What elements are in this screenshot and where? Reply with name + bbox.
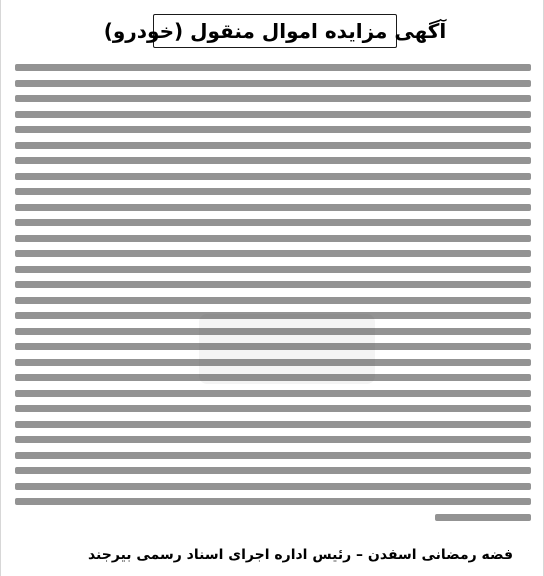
notice-body xyxy=(15,60,531,534)
body-text-line xyxy=(15,328,531,335)
body-text-line xyxy=(15,436,531,443)
title-box xyxy=(103,14,447,48)
body-text-line xyxy=(15,390,531,397)
body-text-line xyxy=(15,421,531,428)
notice-signature: فضه رمضانی اسفدن – رئیس اداره اجرای اسناد رسمی بیرجند xyxy=(87,547,513,563)
body-text-line xyxy=(15,452,531,459)
body-text-line xyxy=(15,359,531,366)
body-text-line xyxy=(15,142,531,149)
body-text-line xyxy=(15,467,531,474)
body-text-line xyxy=(15,80,531,87)
body-text-line xyxy=(15,250,531,257)
body-text-line xyxy=(435,514,531,521)
body-text-line xyxy=(15,498,531,505)
body-text-line xyxy=(15,266,531,273)
body-text-line xyxy=(15,343,531,350)
notice-title: آگهی مزایده اموال منقول (خودرو) xyxy=(103,19,447,43)
body-text-line xyxy=(15,126,531,133)
body-text-line xyxy=(15,374,531,381)
body-text-line xyxy=(15,95,531,102)
body-text-line xyxy=(15,64,531,71)
body-text-line xyxy=(15,204,531,211)
body-text-line xyxy=(15,281,531,288)
body-text-line xyxy=(15,235,531,242)
body-text-line xyxy=(15,483,531,490)
body-text-line xyxy=(15,188,531,195)
body-text-line xyxy=(15,219,531,226)
body-text-line xyxy=(15,405,531,412)
body-text-line xyxy=(15,111,531,118)
body-text-line xyxy=(15,312,531,319)
body-text-line xyxy=(15,297,531,304)
body-text-line xyxy=(15,173,531,180)
body-text-line xyxy=(15,157,531,164)
